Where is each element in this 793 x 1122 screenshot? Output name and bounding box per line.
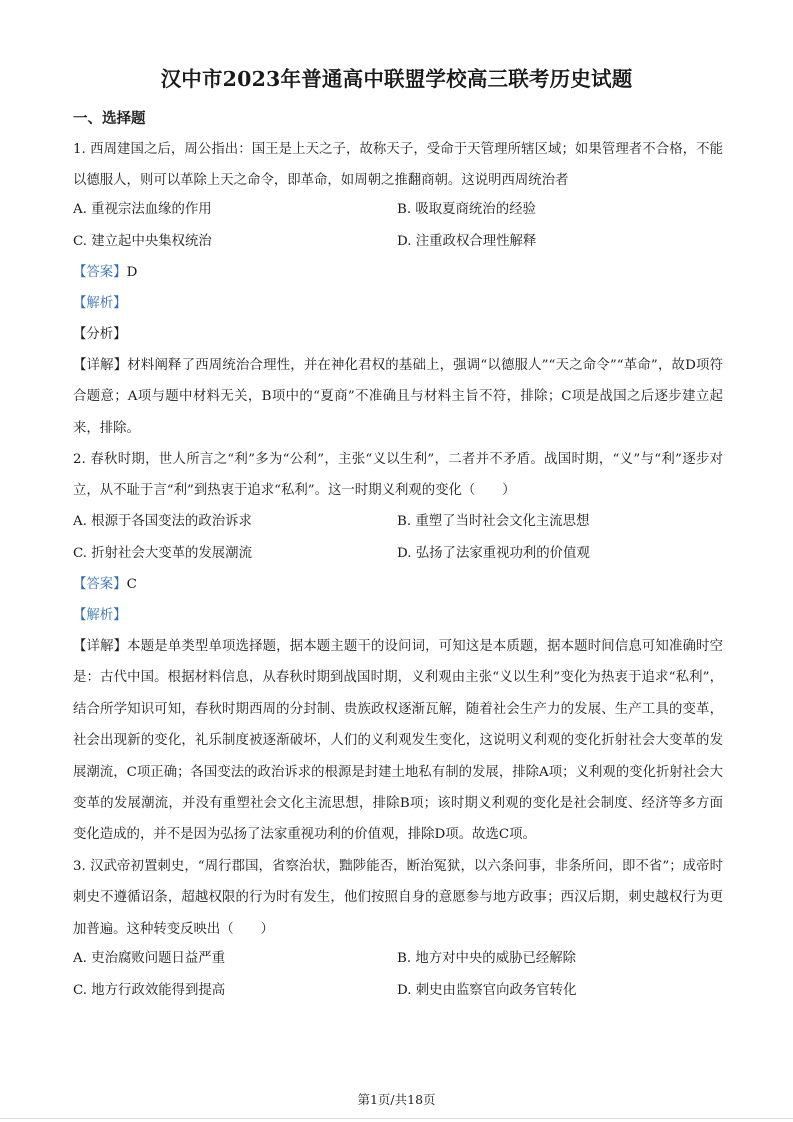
option-a: A. 根源于各国变法的政治诉求 — [73, 514, 252, 529]
question-1-fenxi-label: 【分析】 — [73, 327, 127, 342]
exam-title: 汉中市2023年普通高中联盟学校高三联考历史试题 — [160, 67, 633, 91]
answer-value: C — [126, 577, 137, 592]
option-row — [73, 538, 723, 570]
option-row — [73, 506, 723, 538]
answer-value: D — [126, 265, 138, 280]
option-a: A. 吏治腐败问题日益严重 — [73, 951, 226, 966]
option-b: B. 地方对中央的威胁已经解除 — [397, 951, 577, 966]
question-1-options — [73, 194, 723, 257]
answer-label: 【答案】 — [73, 577, 127, 592]
option-c: C. 建立起中央集权统治 — [73, 233, 212, 249]
question-1-stem: 1. 西周建国之后，周公指出：国王是上天之子，故称天子，受命于天管理所辖区域；如果管理者不合格，不能以德服人，则可以革除上天之命令，即革命，如周朝之推翻商朝。这说明西周统治者 — [73, 142, 723, 189]
question-3-options — [73, 943, 723, 1006]
option-row — [73, 943, 723, 975]
question-2-detail: 【详解】本题是单类型单项选择题，据本题主题干的设问词，可知这是本质题，据本题时间信息可知准确时空是：古代中国。根据材料信息，从春秋时期到战国时期，义利观由主张“义以生利”变化为热衷于追求“私利”，结合所学知识可知，春秋时期西周的分封制、贵族政权逐渐瓦解，随着社会生产力的发展、生产工具的变革，社会出现新的变化，礼乐制度被逐渐破坏，人们的义利观发生变化，这说明义利观的变化折射社会大变革的发展潮流，C项正确；各国变法的政治诉求的根源是封建土地私有制的发展，排除A项；义利观的变化折射社会大变革的发展潮流，并没有重塑社会文化主流思想，排除B项；该时期义利观的变化是社会制度、经济等多方面变化造成的，并不是因为弘扬了法家重视功利的价值观，排除D项。故选C项。 — [73, 639, 723, 843]
option-row — [73, 975, 723, 1007]
footer-divider — [0, 1118, 793, 1119]
question-1-stem-block — [73, 134, 723, 197]
option-a: A. 重视宗法血缘的作用 — [73, 202, 212, 217]
question-2-stem: 2. 春秋时期，世人所言之“利”多为“公利”，主张“义以生利”，二者并不矛盾。战国时期，“义”与“利”逐步对立，从不耻于言“利”到热衷于追求“私利”。这一时期义利观的变化（ ） — [73, 452, 723, 499]
answer-label: 【答案】 — [73, 265, 127, 280]
option-d: D. 注重政权合理性解释 — [397, 233, 537, 249]
option-c: C. 折射社会大变革的发展潮流 — [73, 545, 252, 561]
question-1-detail-block — [73, 350, 723, 444]
section-heading: 一、选择题 — [73, 110, 146, 127]
option-row — [73, 194, 723, 226]
option-d: D. 弘扬了法家重视功利的价值观 — [397, 545, 590, 561]
question-2-answer — [73, 569, 137, 600]
page-number: 第1页/共18页 — [357, 1092, 436, 1107]
question-3-stem: 3. 汉武帝初置刺史，“周行郡国，省察治状，黜陟能否，断治冤狱，以六条问事，非条所问，即不省”；成帝时刺史不遵循诏条，超越权限的行为时有发生，他们按照自身的意愿参与地方政事；西汉后期，刺史越权行为更加普遍。这种转变反映出（ ） — [73, 859, 723, 937]
question-1-detail: 【详解】材料阐释了西周统治合理性，并在神化君权的基础上，强调“以德服人”“天之命令”“革命”，故D项符合题意；A项与题中材料无关，B项中的“夏商”不准确且与材料主旨不符，排除；C项是战国之后逐步建立起来，排除。 — [73, 358, 723, 436]
question-1-analysis-label: 【解析】 — [73, 296, 127, 311]
question-1-answer — [73, 257, 137, 288]
question-3-stem-block — [73, 851, 723, 945]
option-b: B. 吸取夏商统治的经验 — [397, 202, 536, 217]
option-b: B. 重塑了当时社会文化主流思想 — [397, 514, 590, 529]
question-2-stem-block — [73, 444, 723, 507]
option-row — [73, 226, 723, 258]
question-2-detail-block — [73, 631, 723, 851]
question-2-analysis-label: 【解析】 — [73, 608, 127, 623]
option-c: C. 地方行政效能得到提高 — [73, 982, 226, 998]
option-d: D. 刺史由监察官向政务官转化 — [397, 982, 577, 998]
question-2-options — [73, 506, 723, 569]
